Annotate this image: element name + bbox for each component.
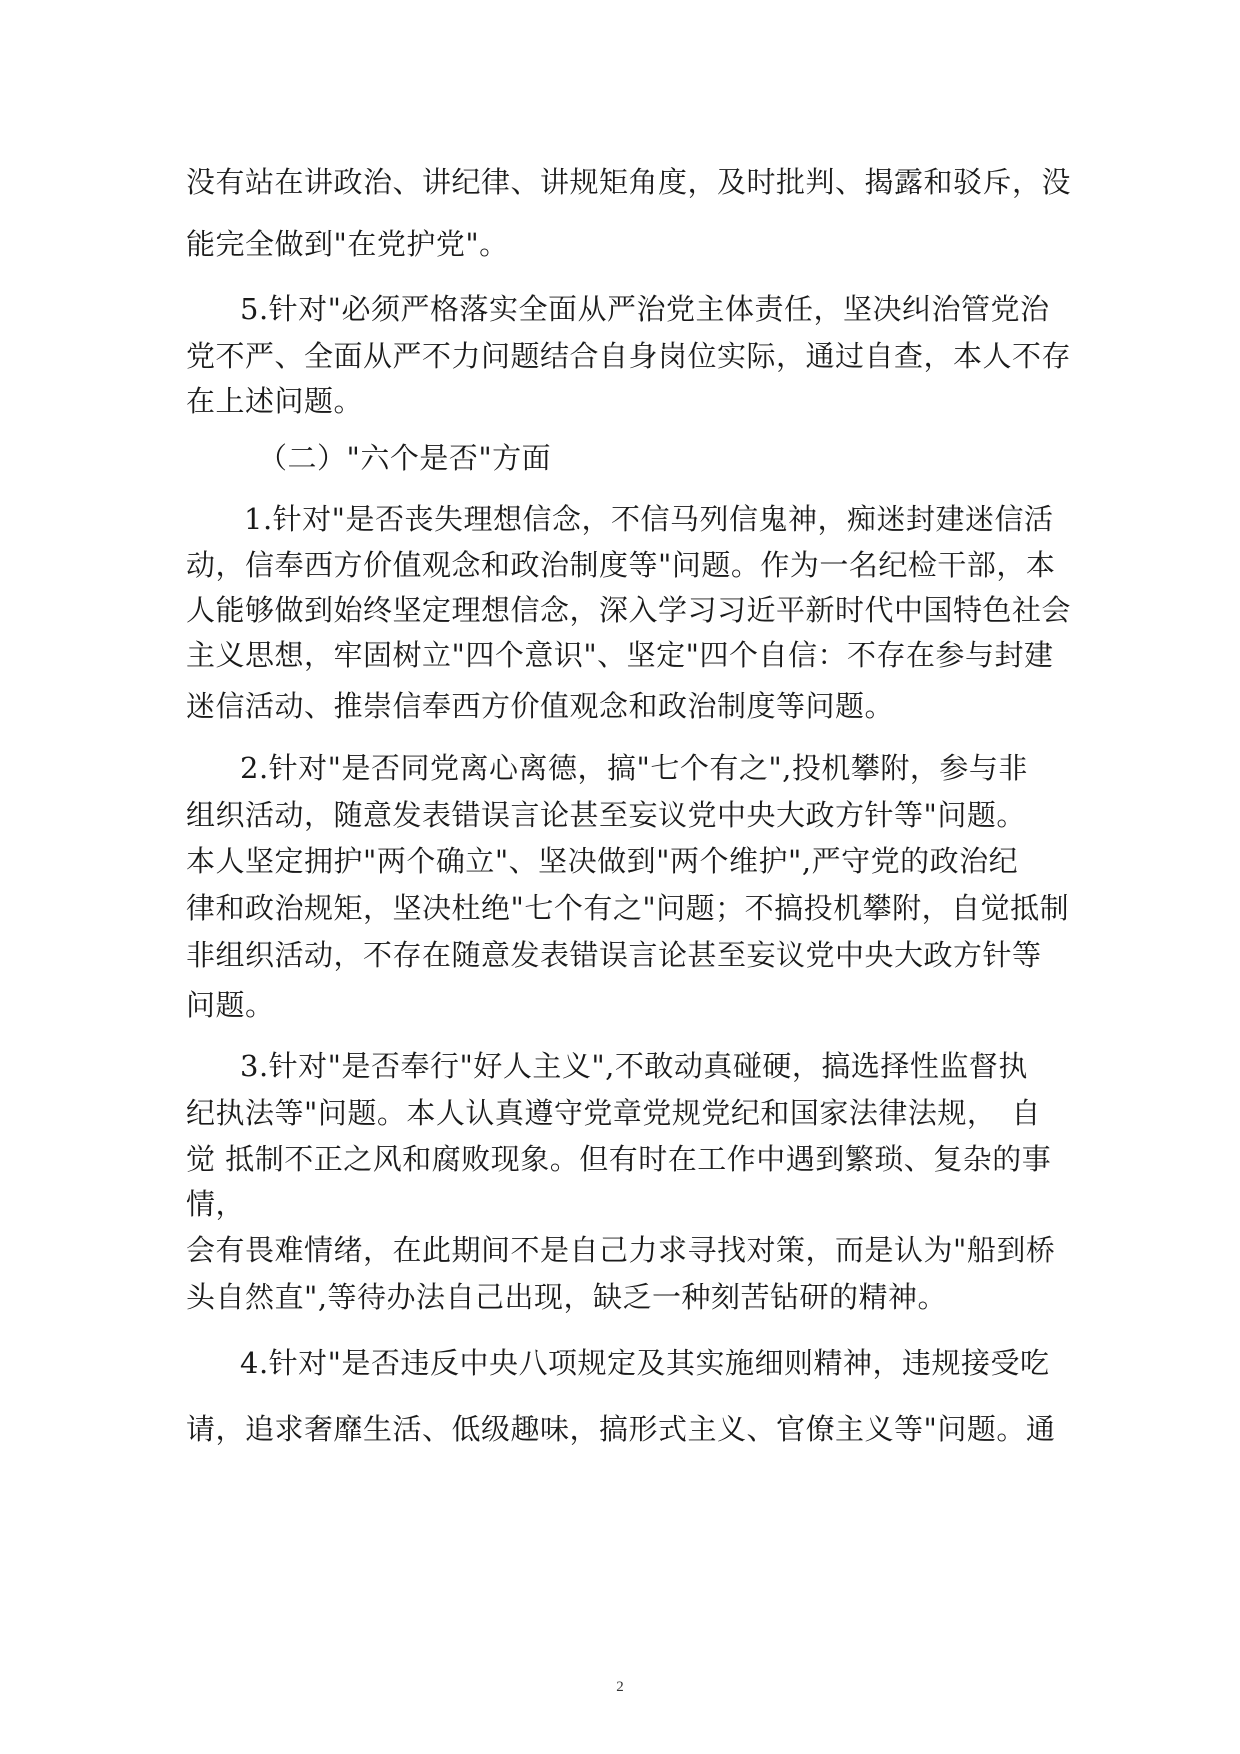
text-line: 觉 抵制不正之风和腐败现象。但有时在工作中遇到繁琐、复杂的事 [186, 1142, 1052, 1176]
text-line: 纪执法等"问题。本人认真遵守党章党规党纪和国家法律法规， 自 [186, 1096, 1041, 1130]
text-line: 本人坚定拥护"两个确立"、坚决做到"两个维护",严守党的政治纪 [186, 844, 1019, 878]
text-line: 动，信奉西方价值观念和政治制度等"问题。作为一名纪检干部，本 [186, 548, 1056, 582]
page-number: 2 [616, 1679, 624, 1695]
text-line: 会有畏难情绪，在此期间不是自己力求寻找对策，而是认为"船到桥 [186, 1233, 1056, 1267]
text-line: 情， [186, 1187, 246, 1221]
text-line: 3.针对"是否奉行"好人主义",不敢动真碰硬，搞选择性监督执 [240, 1049, 1028, 1083]
text-line: 问题。 [186, 988, 275, 1022]
text-line: 非组织活动，不存在随意发表错误言论甚至妄议党中央大政方针等 [186, 938, 1042, 972]
text-line: 能完全做到"在党护党"。 [186, 227, 509, 261]
text-line: 党不严、全面从严不力问题结合自身岗位实际，通过自查，本人不存 [186, 339, 1072, 373]
text-line: 组织活动，随意发表错误言论甚至妄议党中央大政方针等"问题。 [186, 798, 1026, 832]
text-line: 人能够做到始终坚定理想信念，深入学习习近平新时代中国特色社会 [186, 593, 1072, 627]
text-line: 4.针对"是否违反中央八项规定及其实施细则精神，违规接受吃 [240, 1346, 1050, 1380]
text-line: 在上述问题。 [186, 384, 364, 418]
text-line: 律和政治规矩，坚决杜绝"七个有之"问题；不搞投机攀附，自觉抵制 [186, 891, 1070, 925]
text-line: 主义思想，牢固树立"四个意识"、坚定"四个自信：不存在参与封建 [186, 638, 1054, 672]
section-heading: （二）"六个是否"方面 [258, 441, 552, 475]
text-line: 2.针对"是否同党离心离德，搞"七个有之",投机攀附，参与非 [240, 751, 1028, 785]
text-line: 请，追求奢靡生活、低级趣味，搞形式主义、官僚主义等"问题。通 [186, 1412, 1056, 1446]
text-line: 1.针对"是否丧失理想信念，不信马列信鬼神，痴迷封建迷信活 [244, 502, 1054, 536]
text-line: 头自然直",等待办法自己出现，缺乏一种刻苦钻研的精神。 [186, 1280, 948, 1314]
text-line: 5.针对"必须严格落实全面从严治党主体责任，坚决纠治管党治 [240, 292, 1050, 326]
text-line: 迷信活动、推崇信奉西方价值观念和政治制度等问题。 [186, 689, 895, 723]
text-line: 没有站在讲政治、讲纪律、讲规矩角度，及时批判、揭露和驳斥，没 [186, 165, 1072, 199]
